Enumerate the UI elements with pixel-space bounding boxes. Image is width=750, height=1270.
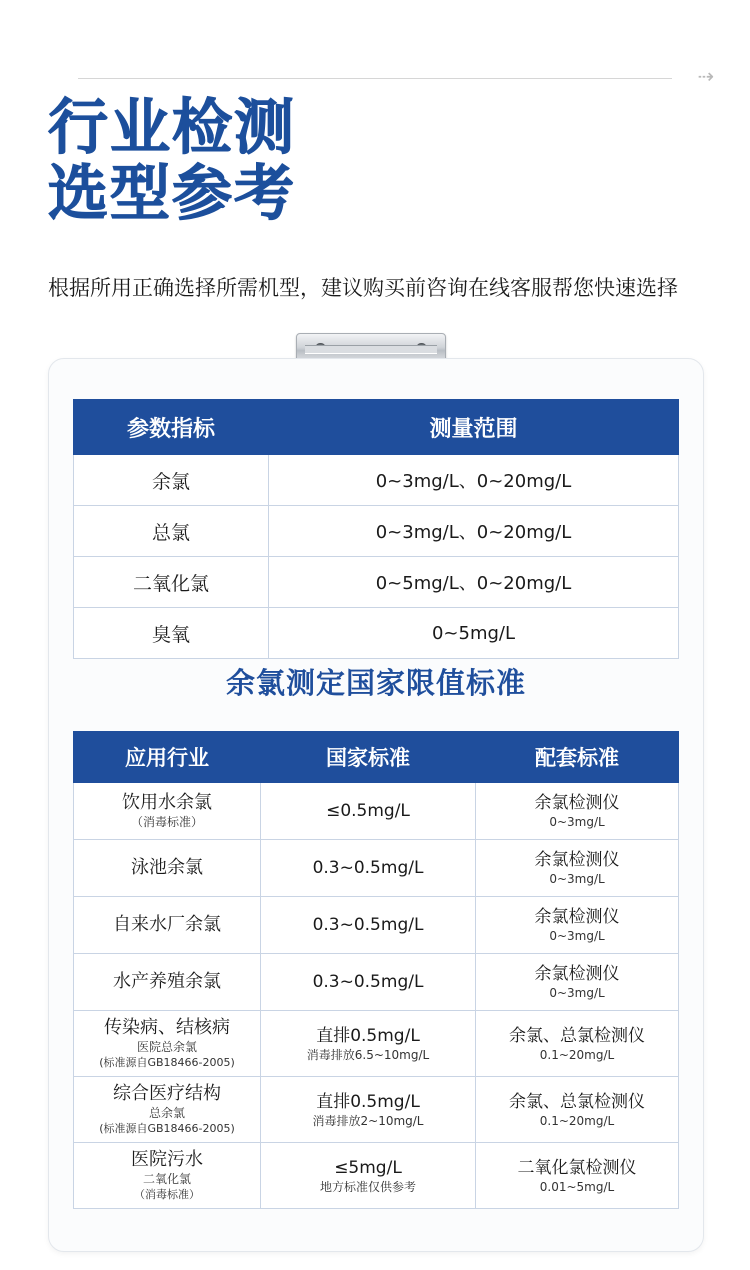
national-value: ≤5mg/L (334, 1157, 402, 1178)
column-header-industry: 应用行业 (74, 732, 261, 783)
national-value: 0.3~0.5mg/L (312, 858, 424, 878)
industry-name: 饮用水余氯 (122, 792, 212, 813)
cell-national (261, 1011, 476, 1077)
column-header-parameter: 参数指标 (74, 400, 269, 455)
cell-matching (476, 1011, 679, 1077)
matching-device: 余氯检测仪 (534, 850, 620, 870)
column-header-matching: 配套标准 (476, 732, 679, 783)
national-value: 0.3~0.5mg/L (312, 915, 424, 935)
industry-note: 医院总余氯 (136, 1040, 197, 1054)
table-row (74, 1077, 679, 1143)
industry-name: 泳池余氯 (131, 857, 203, 878)
clip-hole-right (416, 343, 427, 354)
cell-matching (476, 897, 679, 954)
clip-hole-left (315, 343, 326, 354)
page-title (48, 93, 688, 229)
national-value: 直排0.5mg/L (316, 1091, 420, 1112)
cell-industry (74, 783, 261, 840)
page-title-line-1: 行业检测 (48, 93, 296, 163)
cell-industry (74, 1077, 261, 1143)
cell-industry (74, 954, 261, 1011)
matching-range: 0~3mg/L (549, 986, 605, 1000)
cell-national (261, 897, 476, 954)
national-standard-table (73, 731, 679, 1209)
cell-national (261, 840, 476, 897)
section-title: 余氯测定国家限值标准 (225, 666, 526, 700)
cell-range: 0~3mg/L、0~20mg/L (269, 455, 679, 506)
column-header-range: 测量范围 (269, 400, 679, 455)
industry-note: （消毒标准） (130, 815, 203, 829)
cell-parameter: 余氯 (74, 455, 269, 506)
table-header-row (74, 400, 679, 455)
industry-source: (标准源自GB18466-2005) (99, 1056, 235, 1069)
industry-source: （消毒标准） (134, 1188, 200, 1201)
cell-parameter: 二氧化氯 (74, 557, 269, 608)
matching-range: 0~3mg/L (549, 929, 605, 943)
cell-matching (476, 840, 679, 897)
industry-name: 医院污水 (131, 1149, 203, 1170)
cell-national (261, 1077, 476, 1143)
cell-national (261, 1143, 476, 1209)
cell-range: 0~5mg/L (269, 608, 679, 659)
cell-industry (74, 1011, 261, 1077)
cell-matching (476, 1143, 679, 1209)
cell-parameter: 臭氧 (74, 608, 269, 659)
matching-range: 0~3mg/L (549, 872, 605, 886)
national-value: ≤0.5mg/L (326, 801, 410, 821)
cell-matching (476, 1077, 679, 1143)
cell-national (261, 954, 476, 1011)
table-row (74, 954, 679, 1011)
national-value-2: 地方标准仅供参考 (319, 1179, 416, 1194)
content-board (48, 358, 704, 1252)
national-value: 0.3~0.5mg/L (312, 972, 424, 992)
industry-name: 自来水厂余氯 (113, 914, 221, 935)
industry-name: 综合医疗结构 (113, 1083, 221, 1104)
cell-industry (74, 1143, 261, 1209)
industry-note: 二氧化氯 (142, 1172, 191, 1186)
cell-range: 0~3mg/L、0~20mg/L (269, 506, 679, 557)
industry-source: (标准源自GB18466-2005) (99, 1122, 235, 1135)
cell-matching (476, 954, 679, 1011)
table-row (74, 608, 679, 659)
table-row (74, 557, 679, 608)
cell-parameter: 总氯 (74, 506, 269, 557)
cell-matching (476, 783, 679, 840)
page-subtitle: 根据所用正确选择所需机型，建议购买前咨询在线客服帮您快速选择 (48, 276, 678, 300)
matching-device: 余氯检测仪 (534, 907, 620, 927)
table-row (74, 840, 679, 897)
cell-industry (74, 840, 261, 897)
table-row (74, 455, 679, 506)
top-divider (78, 78, 672, 79)
table-row (74, 1011, 679, 1077)
matching-device: 余氯、总氯检测仪 (509, 1025, 645, 1046)
cell-range: 0~5mg/L、0~20mg/L (269, 557, 679, 608)
matching-range: 0~3mg/L (549, 815, 605, 829)
matching-device: 余氯检测仪 (534, 964, 620, 984)
cell-national (261, 783, 476, 840)
industry-note: 总余氯 (148, 1106, 185, 1120)
matching-device: 余氯、总氯检测仪 (509, 1091, 645, 1112)
national-value-2: 消毒排放2~10mg/L (312, 1113, 424, 1128)
column-header-national: 国家标准 (261, 732, 476, 783)
table-row (74, 897, 679, 954)
national-value: 直排0.5mg/L (316, 1025, 420, 1046)
matching-range: 0.1~20mg/L (539, 1047, 615, 1062)
matching-range: 0.01~5mg/L (539, 1179, 615, 1194)
table-header-row (74, 732, 679, 783)
page-title-line-2: 选型参考 (48, 159, 296, 229)
industry-name: 水产养殖余氯 (113, 971, 221, 992)
national-value-2: 消毒排放6.5~10mg/L (306, 1047, 430, 1062)
table-row (74, 506, 679, 557)
matching-device: 二氧化氯检测仪 (517, 1157, 637, 1178)
matching-range: 0.1~20mg/L (539, 1113, 615, 1128)
table-row (74, 783, 679, 840)
table-row (74, 1143, 679, 1209)
matching-device: 余氯检测仪 (534, 793, 620, 813)
cell-industry (74, 897, 261, 954)
chevron-right-icon: ⇢ (697, 64, 715, 88)
industry-name: 传染病、结核病 (104, 1017, 230, 1038)
measurement-range-table (73, 399, 679, 659)
